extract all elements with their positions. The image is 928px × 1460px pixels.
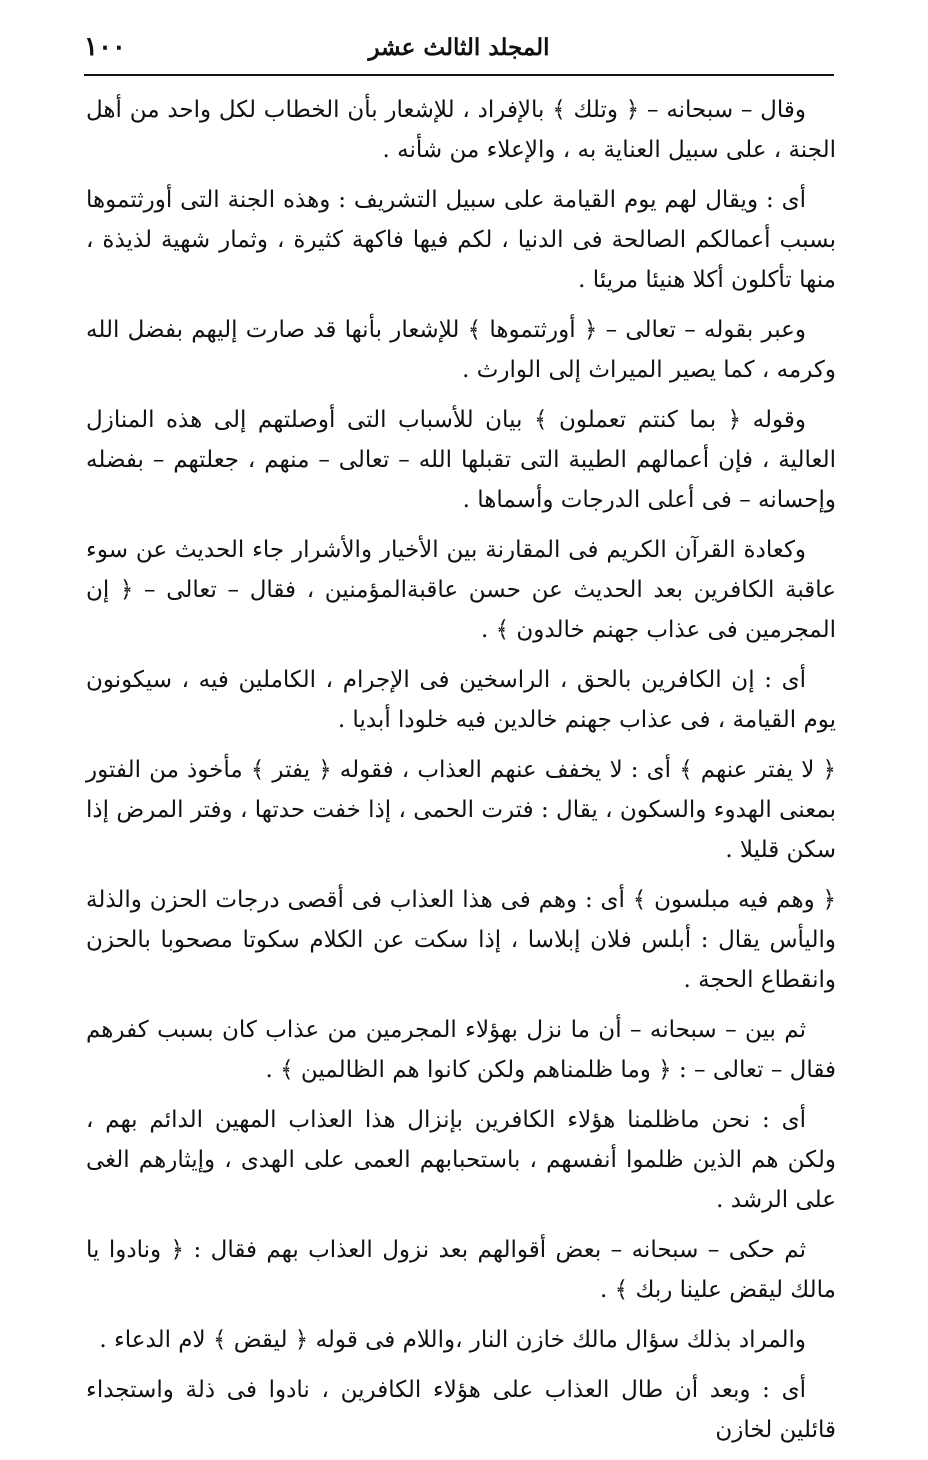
running-title: المجلد الثالث عشر [368,34,550,61]
paragraph: وكعادة القرآن الكريم فى المقارنة بين الأخيار والأشرار جاء الحديث عن سوء عاقبة الكافرين بعد الحديث عن حسن عاقبةالمؤمنين ، فقال – تعالى – ﴿ إن المجرمين فى عذاب جهنم خالدون ﴾ . [86,537,836,643]
paragraph: ثم حكى – سبحانه – بعض أقوالهم بعد نزول العذاب بهم فقال : ﴿ ونادوا يا مالك ليقض علينا ربك ﴾ . [86,1237,836,1303]
page-number: ١٠٠ [84,32,126,62]
paragraph: أى : إن الكافرين بالحق ، الراسخين فى الإجرام ، الكاملين فيه ، سيكونون يوم القيامة ، فى عذاب جهنم خالدين فيه خلودا أبديا . [86,667,836,733]
paragraph: ﴿ لا يفتر عنهم ﴾ أى : لا يخفف عنهم العذاب ، فقوله ﴿ يفتر ﴾ مأخوذ من الفتور بمعنى الهدوء والسكون ، يقال : فترت الحمى ، إذا خفت حدتها ، وفتر المرض إذا سكن قليلا . [86,757,836,863]
paragraph: وقوله ﴿ بما كنتم تعملون ﴾ بيان للأسباب التى أوصلتهم إلى هذه المنازل العالية ، فإن أعمالهم الطيبة التى تقبلها الله – تعالى – منهم ، جعلتهم – بفضله وإحسانه – فى أعلى الدرجات وأسماها . [86,407,836,513]
page-header [84,30,834,76]
paragraph: أى : نحن ماظلمنا هؤلاء الكافرين بإنزال هذا العذاب المهين الدائم بهم ، ولكن هم الذين ظلموا أنفسهم ، باستحبابهم العمى على الهدى ، وإيثارهم الغى على الرشد . [86,1107,836,1213]
paragraph: وقال – سبحانه – ﴿ وتلك ﴾ بالإفراد ، للإشعار بأن الخطاب لكل واحد من أهل الجنة ، على سبيل العناية به ، والإعلاء من شأنه . [86,97,836,163]
paragraph: والمراد بذلك سؤال مالك خازن النار ،واللام فى قوله ﴿ ليقض ﴾ لام الدعاء . [99,1327,806,1353]
paragraph: ﴿ وهم فيه مبلسون ﴾ أى : وهم فى هذا العذاب فى أقصى درجات الحزن والذلة واليأس يقال : أبلس فلان إبلاسا ، إذا سكت عن الكلام سكوتا مصحوبا بالحزن وانقطاع الحجة . [86,887,836,993]
paragraph: وعبر بقوله – تعالى – ﴿ أورثتموها ﴾ للإشعار بأنها قد صارت إليهم بفضل الله وكرمه ، كما يصير الميراث إلى الوارث . [86,317,836,383]
paragraph: أى : وبعد أن طال العذاب على هؤلاء الكافرين ، نادوا فى ذلة واستجداء قائلين لخازن [86,1377,836,1443]
page-body [86,90,836,1460]
paragraph: ثم بين – سبحانه – أن ما نزل بهؤلاء المجرمين من عذاب كان بسبب كفرهم فقال – تعالى – : ﴿ وما ظلمناهم ولكن كانوا هم الظالمين ﴾ . [86,1017,836,1083]
paragraph: أى : ويقال لهم يوم القيامة على سبيل التشريف : وهذه الجنة التى أورثتموها بسبب أعمالكم الصالحة فى الدنيا ، لكم فيها فاكهة كثيرة ، وثمار شهية لذيذة ، منها تأكلون أكلا هنيئا مريئا . [86,187,836,293]
